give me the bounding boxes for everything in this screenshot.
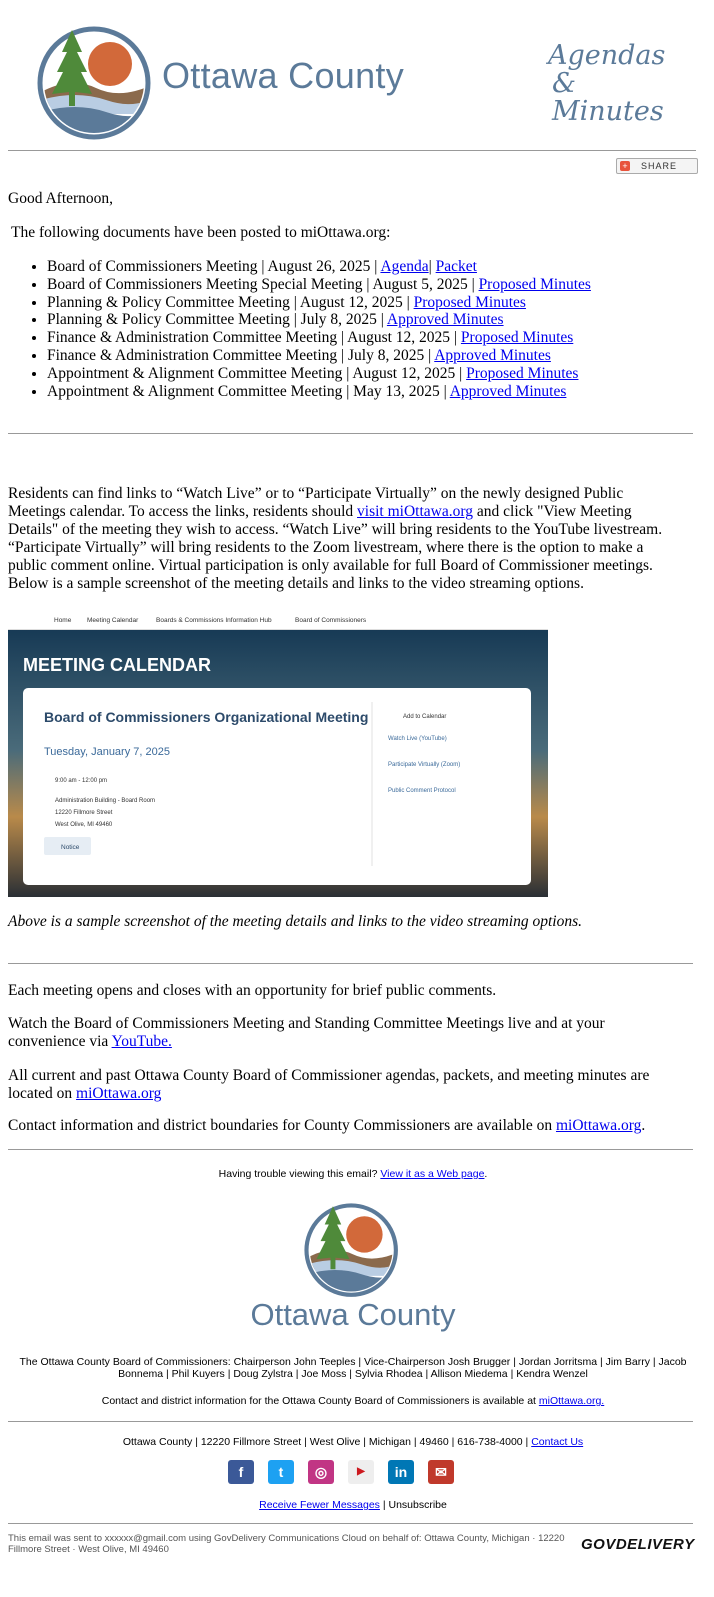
- packet-link[interactable]: Packet: [435, 258, 477, 275]
- participate-virtually-link: Participate Virtually (Zoom): [388, 762, 461, 768]
- contact-us-link[interactable]: Contact Us: [531, 1436, 584, 1448]
- add-to-calendar: Add to Calendar: [403, 714, 447, 720]
- govdelivery-logo: GOVDELIVERY: [581, 1536, 695, 1553]
- calendar-banner: MEETING CALENDAR: [23, 655, 211, 675]
- list-item: • Board of Commissioners Meeting | August 26, 2025 | Agenda| Packet: [47, 258, 591, 276]
- watch-live-link: Watch Live (YouTube): [388, 736, 447, 742]
- trouble-viewing: Having trouble viewing this email? View it as a Web page.: [218, 1168, 488, 1180]
- location-line-3: West Olive, MI 49460: [55, 822, 113, 828]
- footer-divider: [8, 1149, 693, 1150]
- footer-org-name: Ottawa County: [250, 1297, 456, 1332]
- nav-meeting-calendar: Meeting Calendar: [87, 617, 139, 624]
- email-header: [0, 0, 714, 171]
- list-item: • Appointment & Alignment Committee Meeting | May 13, 2025 | Approved Minutes: [47, 383, 591, 401]
- residents-paragraph: Residents can find links to “Watch Live” or to “Participate Virtually” on the newly designed Public Meetings calendar. To access the links, residents should visit miOttawa.org and click "View Meeting Details" of the meeting they wish to access. “Watch Live” will bring residents to the YouTube livestream. “Participate Virtually” will bring residents to the Zoom livestream, where there is the option to make a public comment online. Virtual participation is only available for full Board of Commissioner meetings. Below is a sample screenshot of the meeting details and links to the video streaming options.: [8, 485, 663, 592]
- district-info: Contact and district information for the Ottawa County Board of Commissioners is available at miOttawa.org.: [101, 1395, 605, 1407]
- list-item: • Finance & Administration Committee Meeting | July 8, 2025 | Approved Minutes: [47, 347, 591, 365]
- minutes-link[interactable]: Proposed Minutes: [413, 293, 526, 311]
- minutes-link[interactable]: Proposed Minutes: [466, 364, 579, 382]
- miottawa-contact-link[interactable]: miOttawa.org: [555, 1117, 642, 1134]
- list-item: • Board of Commissioners Meeting Special Meeting | August 5, 2025 | Proposed Minutes: [47, 276, 591, 294]
- meeting-date: Tuesday, January 7, 2025: [44, 746, 170, 758]
- archive-paragraph: All current and past Ottawa County Board of Commissioner agendas, packets, and meeting minutes are located on miOttawa.org: [8, 1067, 650, 1102]
- ottawa-county-logo: [36, 26, 154, 142]
- header-divider: [8, 150, 696, 151]
- documents-list: [8, 258, 591, 400]
- comments-paragraph: Each meeting opens and closes with an opportunity for brief public comments.: [8, 982, 497, 999]
- agendas-minutes-title: [548, 42, 688, 126]
- meeting-time: 9:00 am - 12:00 pm: [55, 778, 108, 784]
- subscription-links: [8, 1499, 698, 1511]
- instagram-icon[interactable]: ◎: [308, 1460, 334, 1484]
- agenda-link[interactable]: Agenda: [380, 258, 429, 275]
- visit-miottawa-link[interactable]: visit miOttawa.org: [357, 503, 473, 520]
- script-line-1: Agendas: [548, 40, 666, 71]
- linkedin-icon[interactable]: in: [388, 1460, 414, 1484]
- footer-divider: [8, 1421, 693, 1422]
- meeting-title-text: Board of Commissioners Organizational Meeting: [44, 709, 369, 725]
- minutes-link[interactable]: Approved Minutes: [386, 311, 504, 329]
- footer-logo: [303, 1203, 401, 1299]
- plus-icon: +: [620, 161, 630, 171]
- list-item: • Planning & Policy Committee Meeting | July 8, 2025 | Approved Minutes: [47, 311, 591, 329]
- section-divider: [8, 963, 693, 964]
- share-button[interactable]: [616, 158, 698, 174]
- receive-fewer-link[interactable]: Receive Fewer Messages: [259, 1499, 380, 1511]
- location-line-1: Administration Building - Board Room: [55, 798, 156, 804]
- greeting: Good Afternoon,: [8, 190, 114, 207]
- footer-divider: [8, 1523, 693, 1524]
- list-item: • Finance & Administration Committee Meeting | August 12, 2025 | Proposed Minutes: [47, 329, 591, 347]
- minutes-link[interactable]: Approved Minutes: [434, 346, 551, 364]
- twitter-icon[interactable]: t: [268, 1460, 294, 1484]
- list-item: • Appointment & Alignment Committee Meeting | August 12, 2025 | Proposed Minutes: [47, 365, 591, 383]
- email-icon[interactable]: ✉: [428, 1460, 454, 1484]
- facebook-icon[interactable]: f: [228, 1460, 254, 1484]
- board-members: The Ottawa County Board of Commissioners: Chairperson John Teeples | Vice-Chairperson Josh Brugger | Jordan Jorritsma | Jim Barry | Jacob Bonnema | Phil Kuyers | Doug Zylstra | Joe Moss | Sylvia Rhodea | Allison Miedema | Kendra Wenzel: [19, 1356, 687, 1380]
- list-item: • Planning & Policy Committee Meeting | August 12, 2025 | Proposed Minutes: [47, 294, 591, 312]
- nav-board-of-commissioners: Board of Commissioners: [295, 617, 367, 624]
- location-line-2: 12220 Fillmore Street: [55, 810, 113, 816]
- meeting-title: [44, 709, 368, 725]
- web-page-link[interactable]: View it as a Web page: [380, 1168, 485, 1180]
- minutes-link[interactable]: Proposed Minutes: [460, 329, 574, 347]
- district-miottawa-link[interactable]: miOttawa.org.: [538, 1395, 605, 1407]
- youtube-icon[interactable]: ▶: [348, 1460, 374, 1484]
- intro-text: The following documents have been posted to miOttawa.org:: [11, 224, 391, 241]
- screenshot-caption: Above is a sample screenshot of the meeting details and links to the video streaming options.: [8, 913, 582, 930]
- section-divider: [8, 433, 693, 434]
- miottawa-link[interactable]: miOttawa.org: [76, 1085, 162, 1102]
- social-icons: [228, 1460, 468, 1484]
- share-label: SHARE: [641, 161, 678, 171]
- unsubscribe-link[interactable]: | Unsubscribe: [379, 1499, 447, 1511]
- public-comment-link: Public Comment Protocol: [388, 788, 456, 794]
- youtube-link[interactable]: YouTube.: [111, 1033, 172, 1050]
- watch-paragraph: Watch the Board of Commissioners Meeting and Standing Committee Meetings live and at your convenience via YouTube.: [8, 1015, 605, 1050]
- nav-home: Home: [54, 617, 72, 624]
- minutes-link[interactable]: Proposed Minutes: [478, 275, 591, 293]
- sent-to-notice: This email was sent to xxxxxx@gmail.com using GovDelivery Communications Cloud on behalf of: Ottawa County, Michigan · 12220 Fillmore Street · West Olive, MI 49460: [8, 1533, 565, 1555]
- org-name: Ottawa County: [162, 55, 405, 96]
- minutes-link[interactable]: Approved Minutes: [449, 382, 567, 400]
- notice-button: Notice: [61, 844, 80, 851]
- nav-boards-hub: Boards & Commissions Information Hub: [156, 617, 272, 624]
- script-line-2: & Minutes: [552, 68, 664, 127]
- contact-paragraph: Contact information and district boundaries for County Commissioners are available on miOttawa.org.: [8, 1117, 646, 1134]
- address-line: Ottawa County | 12220 Fillmore Street | West Olive | Michigan | 49460 | 616-738-4000 | Contact Us: [122, 1436, 584, 1448]
- meeting-calendar-screenshot: [8, 608, 548, 897]
